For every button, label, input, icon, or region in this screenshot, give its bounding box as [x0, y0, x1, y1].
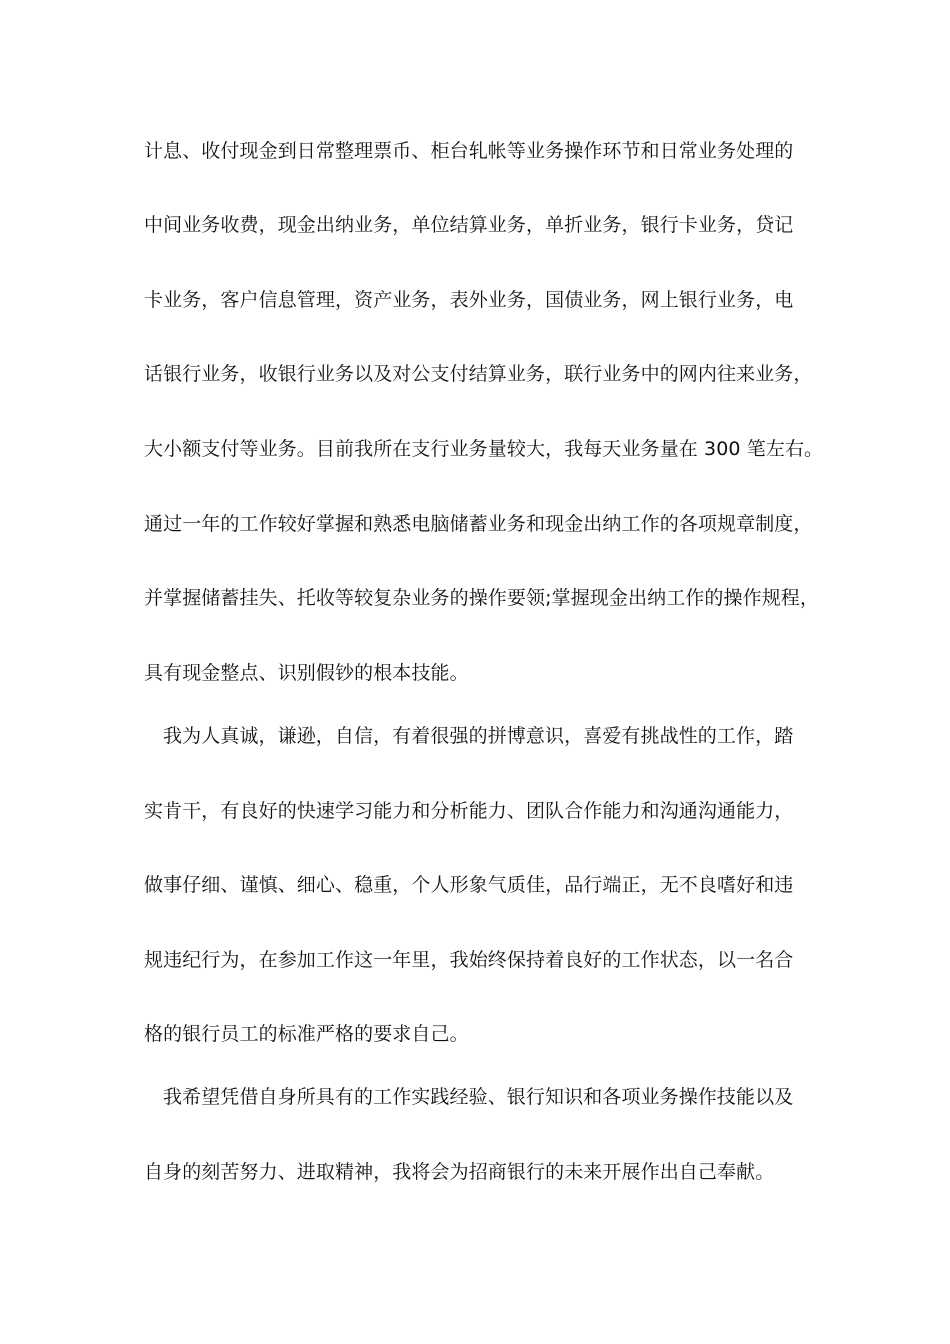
text-line: 大小额支付等业务。目前我所在支行业务量较大，我每天业务量在 300 笔左右。	[144, 438, 824, 460]
text-line: 规违纪行为，在参加工作这一年里，我始终保持着良好的工作状态，以一名合	[144, 949, 794, 971]
text-line: 话银行业务，收银行业务以及对公支付结算业务，联行业务中的网内往来业务，	[144, 363, 813, 385]
text-line: 格的银行员工的标准严格的要求自己。	[144, 1023, 469, 1045]
text-line: 并掌握储蓄挂失、托收等较复杂业务的操作要领;掌握现金出纳工作的操作规程，	[144, 587, 820, 609]
text-line: 自身的刻苦努力、进取精神，我将会为招商银行的未来开展作出自己奉献。	[144, 1161, 775, 1183]
text-line: 中间业务收费，现金出纳业务，单位结算业务，单折业务，银行卡业务，贷记	[144, 214, 794, 236]
paragraph-first-line: 我希望凭借自身所具有的工作实践经验、银行知识和各项业务操作技能以及	[163, 1086, 794, 1108]
text-line: 计息、收付现金到日常整理票币、柜台轧帐等业务操作环节和日常业务处理的	[144, 140, 794, 162]
text-line: 卡业务，客户信息管理，资产业务，表外业务，国债业务，网上银行业务，电	[144, 289, 794, 311]
paragraph-first-line: 我为人真诚，谦逊，自信，有着很强的拼博意识，喜爱有挑战性的工作，踏	[163, 725, 794, 747]
text-line: 具有现金整点、识别假钞的根本技能。	[144, 662, 469, 684]
text-line: 做事仔细、谨慎、细心、稳重，个人形象气质佳，品行端正，无不良嗜好和违	[144, 874, 794, 896]
text-line: 通过一年的工作较好掌握和熟悉电脑储蓄业务和现金出纳工作的各项规章制度，	[144, 513, 813, 535]
text-line: 实肯干，有良好的快速学习能力和分析能力、团队合作能力和沟通沟通能力，	[144, 800, 794, 822]
